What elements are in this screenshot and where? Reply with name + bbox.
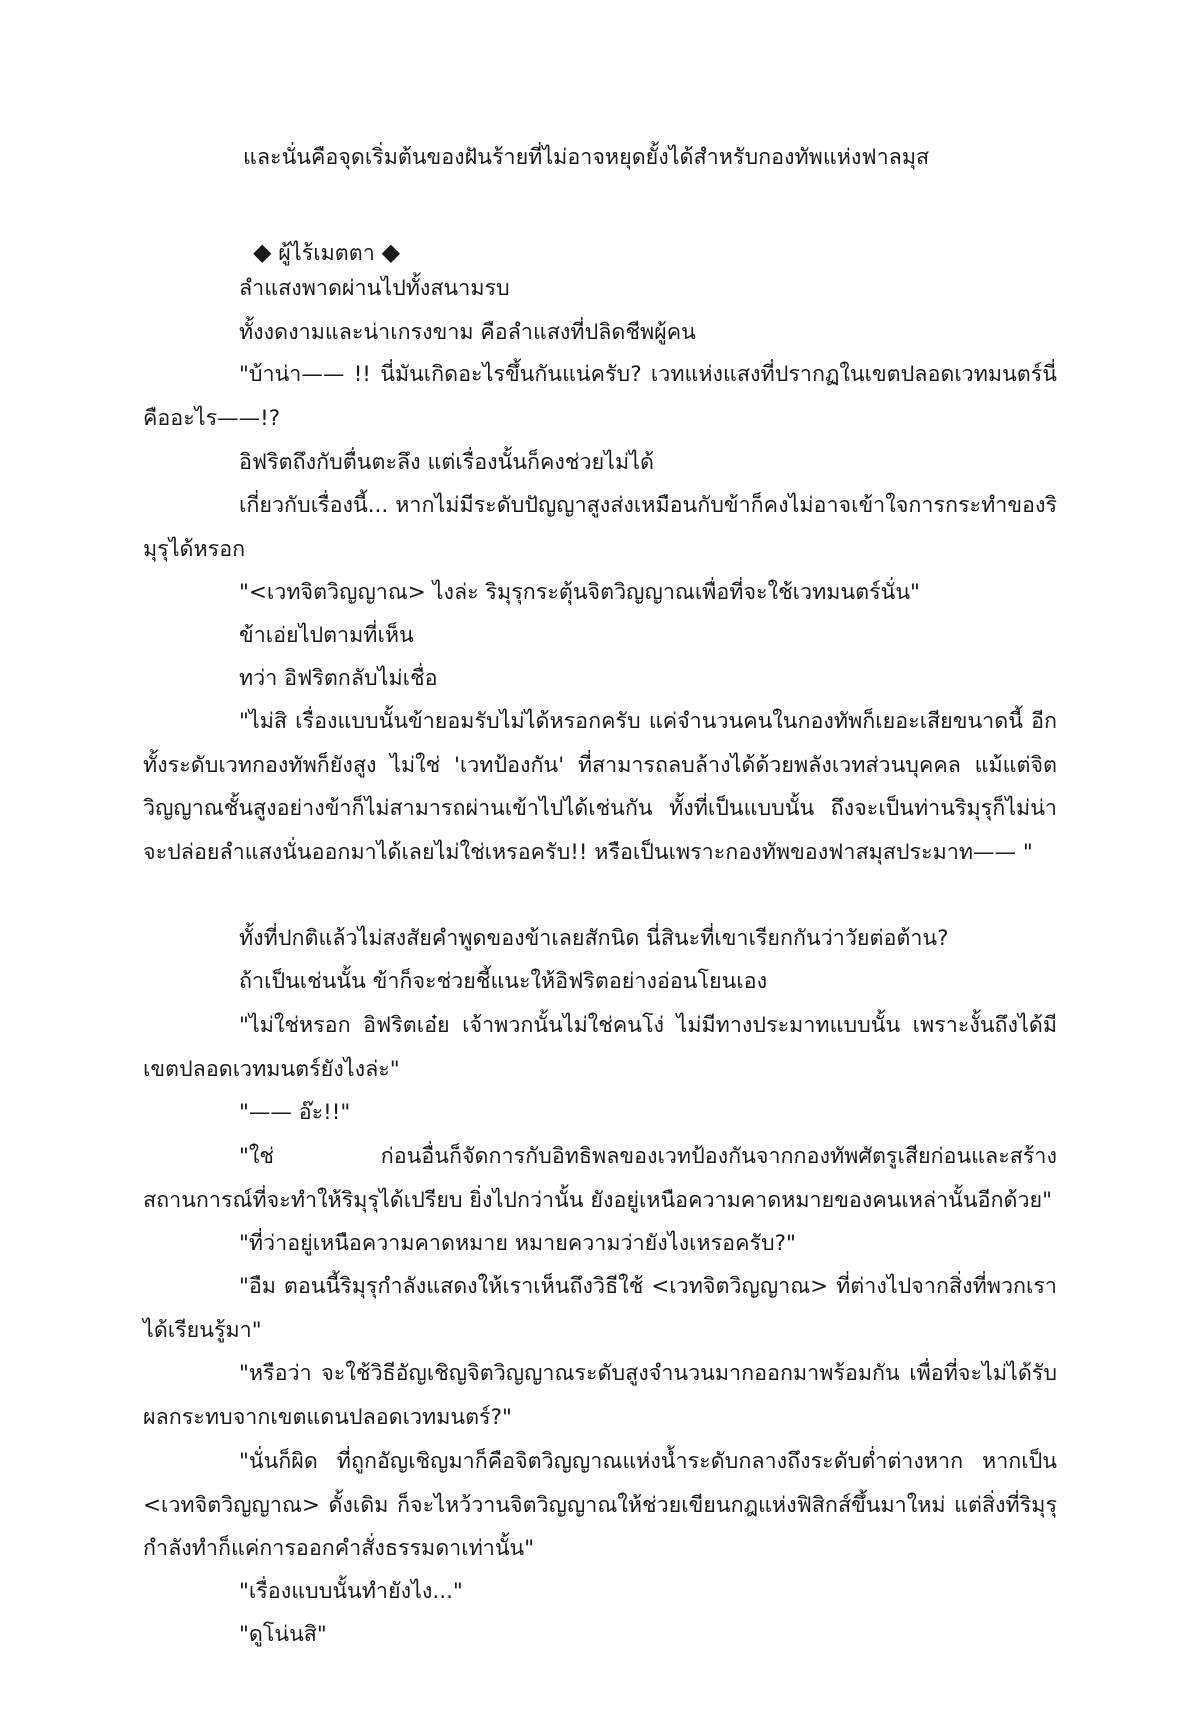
paragraph: ถ้าเป็นเช่นนั้น ข้าก็จะช่วยชี้แนะให้อิฟริตอย่างอ่อนโยนเอง [239, 969, 768, 994]
diamond-icon: ◆ [253, 238, 272, 266]
paragraph: ลำแสงพาดผ่านไปทั้งสนามรบ [239, 276, 510, 301]
paragraph: ทั้งที่ปกติแล้วไม่สงสัยคำพูดของข้าเลยสักนิด นี่สินะที่เขาเรียกกันว่าวัยต่อต้าน? [239, 926, 949, 951]
paragraph: "นั่นก็ผิด ที่ถูกอัญเชิญมาก็คือจิตวิญญาณแห่งน้ำระดับกลางถึงระดับต่ำต่างหาก หากเป็น <เวทจิตวิญญาณ> ดั้งเดิม ก็จะไหว้วานจิตวิญญาณให้ช่วยเขียนกฎแห่งฟิสิกส์ขึ้นมาใหม่ แต่สิ่งที่ริมุรุกำลังทำก็แค่การออกคำสั่งธรรมดาเท่านั้น" [143, 1449, 1057, 1561]
paragraph: "หรือว่า จะใช้วิธีอัญเชิญจิตวิญญาณระดับสูงจำนวนมากออกมาพร้อมกัน เพื่อที่จะไม่ได้รับผลกระทบจากเขตแดนปลอดเวทมนตร์?" [143, 1361, 1057, 1430]
intro-line: และนั่นคือจุดเริ่มต้นของฝันร้ายที่ไม่อาจหยุดยั้งได้สำหรับกองทัพแห่งฟาลมุส [243, 145, 930, 170]
diamond-icon: ◆ [381, 238, 401, 266]
paragraph: "ไม่ใช่หรอก อิฟริตเอ๋ย เจ้าพวกนั้นไม่ใช่คนโง่ ไม่มีทางประมาทแบบนั้น เพราะงั้นถึงได้มีเขตปลอดเวทมนตร์ยังไงล่ะ" [143, 1013, 1057, 1082]
paragraph: "เรื่องแบบนั้นทำยังไง..." [239, 1579, 463, 1604]
paragraph: ข้าเอ่ยไปตามที่เห็น [239, 623, 414, 648]
paragraph: "อืม ตอนนี้ริมุรุกำลังแสดงให้เราเห็นถึงวิธีใช้ <เวทจิตวิญญาณ> ที่ต่างไปจากสิ่งที่พวกเราได้เรียนรู้มา" [143, 1274, 1057, 1343]
paragraph: "ดูโน่นสิ" [239, 1622, 327, 1647]
paragraph: ทั้งงดงามและน่าเกรงขาม คือลำแสงที่ปลิดชีพผู้คน [239, 320, 696, 345]
paragraph: "ที่ว่าอยู่เหนือความคาดหมาย หมายความว่ายังไงเหรอครับ?" [239, 1231, 796, 1256]
paragraph: "<เวทจิตวิญญาณ> ไงล่ะ ริมุรุกระตุ้นจิตวิญญาณเพื่อที่จะใช้เวทมนตร์นั่น" [239, 580, 920, 605]
paragraph: "—— อ๊ะ!!" [239, 1100, 351, 1125]
section-title: ผู้ไร้เมตตา [271, 241, 382, 266]
paragraph: "ใช่ ก่อนอื่นก็จัดการกับอิทธิพลของเวทป้องกันจากกองทัพศัตรูเสียก่อนและสร้างสถานการณ์ที่จะทำให้ริมุรุได้เปรียบ ยิ่งไปกว่านั้น ยังอยู่เหนือความคาดหมายของคนเหล่านั้นอีกด้วย" [143, 1144, 1057, 1213]
paragraph: เกี่ยวกับเรื่องนี้... หากไม่มีระดับปัญญาสูงส่งเหมือนกับข้าก็คงไม่อาจเข้าใจการกระทำของริมุรุได้หรอก [143, 493, 1057, 562]
paragraph: "ไม่สิ เรื่องแบบนั้นข้ายอมรับไม่ได้หรอกครับ แค่จำนวนคนในกองทัพก็เยอะเสียขนาดนี้ อีกทั้งระดับเวทกองทัพก็ยังสูง ไม่ใช่ 'เวทป้องกัน' ที่สามารถลบล้างได้ด้วยพลังเวทส่วนบุคคล แม้แต่จิตวิญญาณชั้นสูงอย่างข้าก็ไม่สามารถผ่านเข้าไปได้เช่นกัน ทั้งที่เป็นแบบนั้น ถึงจะเป็นท่านริมุรุก็ไม่น่าจะปล่อยลำแสงนั่นออกมาได้เลยไม่ใช่เหรอครับ!! หรือเป็นเพราะกองทัพของฟาสมุสประมาท—— " [143, 709, 1057, 865]
paragraph: "บ้าน่า—— !! นี่มันเกิดอะไรขึ้นกันแน่ครับ? เวทแห่งแสงที่ปรากฏในเขตปลอดเวทมนตร์นี่คืออะไร——!? [143, 362, 1057, 431]
paragraph: อิฟริตถึงกับตื่นตะลึง แต่เรื่องนั้นก็คงช่วยไม่ได้ [239, 450, 654, 475]
paragraph: ทว่า อิฟริตกลับไม่เชื่อ [239, 666, 438, 691]
